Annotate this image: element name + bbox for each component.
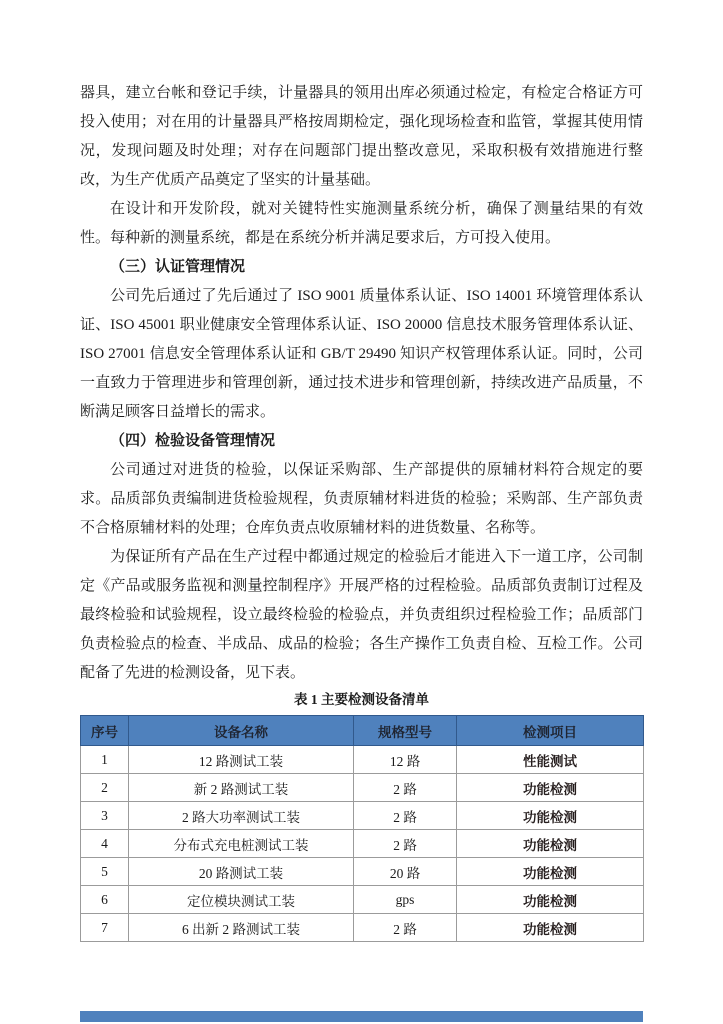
paragraph-design-development: 在设计和开发阶段，就对关键特性实施测量系统分析，确保了测量结果的有效性。每种新的测量系统，都是在系统分析并满足要求后，方可投入使用。 — [80, 201, 643, 246]
table-row — [81, 774, 644, 802]
paragraph-measurement-tools: 器具，建立台帐和登记手续，计量器具的领用出库必须通过检定，有检定合格证方可投入使用；对在用的计量器具严格按周期检定，强化现场检查和监管，掌握其使用情况，发现问题及时处理；对存在问题部门提出整改意见，采取积极有效措施进行整改，为生产优质产品奠定了坚实的计量基础。 — [80, 85, 643, 188]
header-cell-test-item: 检测项目 — [457, 716, 644, 746]
page-content — [80, 79, 643, 942]
cell-device-name: 6 出新 2 路测试工装 — [129, 914, 354, 942]
paragraph-iso-certifications: 公司先后通过了先后通过了 ISO 9001 质量体系认证、ISO 14001 环境管理体系认证、ISO 45001 职业健康安全管理体系认证、ISO 20000 信息技术服务管理体系认证、ISO 27001 信息安全管理体系认证和 GB/T 29490 知识产权管理体系认证。同时，公司一直致力于管理进步和管理创新，通过技术进步和管理创新，持续改进产品质量，不断满足顾客日益增长的需求。 — [80, 288, 643, 420]
cell-index: 7 — [81, 914, 129, 942]
cell-index: 1 — [81, 746, 129, 774]
table-row — [81, 746, 644, 774]
cell-test-item: 功能检测 — [457, 886, 644, 914]
header-cell-device-name: 设备名称 — [129, 716, 354, 746]
cell-test-item: 功能检测 — [457, 774, 644, 802]
table-header-row — [81, 716, 644, 746]
cell-test-item: 性能测试 — [457, 746, 644, 774]
cell-index: 6 — [81, 886, 129, 914]
cell-index: 2 — [81, 774, 129, 802]
cell-index: 3 — [81, 802, 129, 830]
cell-device-name: 12 路测试工装 — [129, 746, 354, 774]
section-heading-certification: （三）认证管理情况 — [110, 259, 246, 275]
cell-index: 4 — [81, 830, 129, 858]
cell-test-item: 功能检测 — [457, 802, 644, 830]
cell-spec-model: 2 路 — [354, 774, 457, 802]
cell-device-name: 定位模块测试工装 — [129, 886, 354, 914]
cell-test-item: 功能检测 — [457, 830, 644, 858]
next-page-table-header-sliver — [80, 1011, 643, 1022]
table-row — [81, 830, 644, 858]
cell-spec-model: 20 路 — [354, 858, 457, 886]
cell-device-name: 分布式充电桩测试工装 — [129, 830, 354, 858]
table-title: 表 1 主要检测设备清单 — [294, 692, 429, 707]
table-row — [81, 858, 644, 886]
paragraph-incoming-inspection: 公司通过对进货的检验，以保证采购部、生产部提供的原辅材料符合规定的要求。品质部负责编制进货检验规程，负责原辅材料进货的检验；采购部、生产部负责不合格原辅材料的处理；仓库负责点收原辅材料的进货数量、名称等。 — [80, 462, 643, 536]
paragraph-process-inspection: 为保证所有产品在生产过程中都通过规定的检验后才能进入下一道工序，公司制定《产品或服务监视和测量控制程序》开展严格的过程检验。品质部负责制订过程及最终检验和试验规程，设立最终检验的检验点，并负责组织过程检验工作；品质部门负责检验点的检查、半成品、成品的检验；各生产操作工负责自检、互检工作。公司配备了先进的检测设备，见下表。 — [80, 549, 643, 681]
cell-spec-model: gps — [354, 886, 457, 914]
section-heading-inspection-equipment: （四）检验设备管理情况 — [110, 433, 276, 449]
table-row — [81, 914, 644, 942]
table-row — [81, 802, 644, 830]
cell-index: 5 — [81, 858, 129, 886]
header-cell-spec-model: 规格型号 — [354, 716, 457, 746]
cell-spec-model: 2 路 — [354, 830, 457, 858]
table-row — [81, 886, 644, 914]
cell-device-name: 20 路测试工装 — [129, 858, 354, 886]
cell-device-name: 2 路大功率测试工装 — [129, 802, 354, 830]
cell-test-item: 功能检测 — [457, 858, 644, 886]
cell-test-item: 功能检测 — [457, 914, 644, 942]
cell-spec-model: 2 路 — [354, 914, 457, 942]
header-cell-index: 序号 — [81, 716, 129, 746]
cell-spec-model: 2 路 — [354, 802, 457, 830]
equipment-table — [80, 715, 644, 942]
cell-spec-model: 12 路 — [354, 746, 457, 774]
cell-device-name: 新 2 路测试工装 — [129, 774, 354, 802]
